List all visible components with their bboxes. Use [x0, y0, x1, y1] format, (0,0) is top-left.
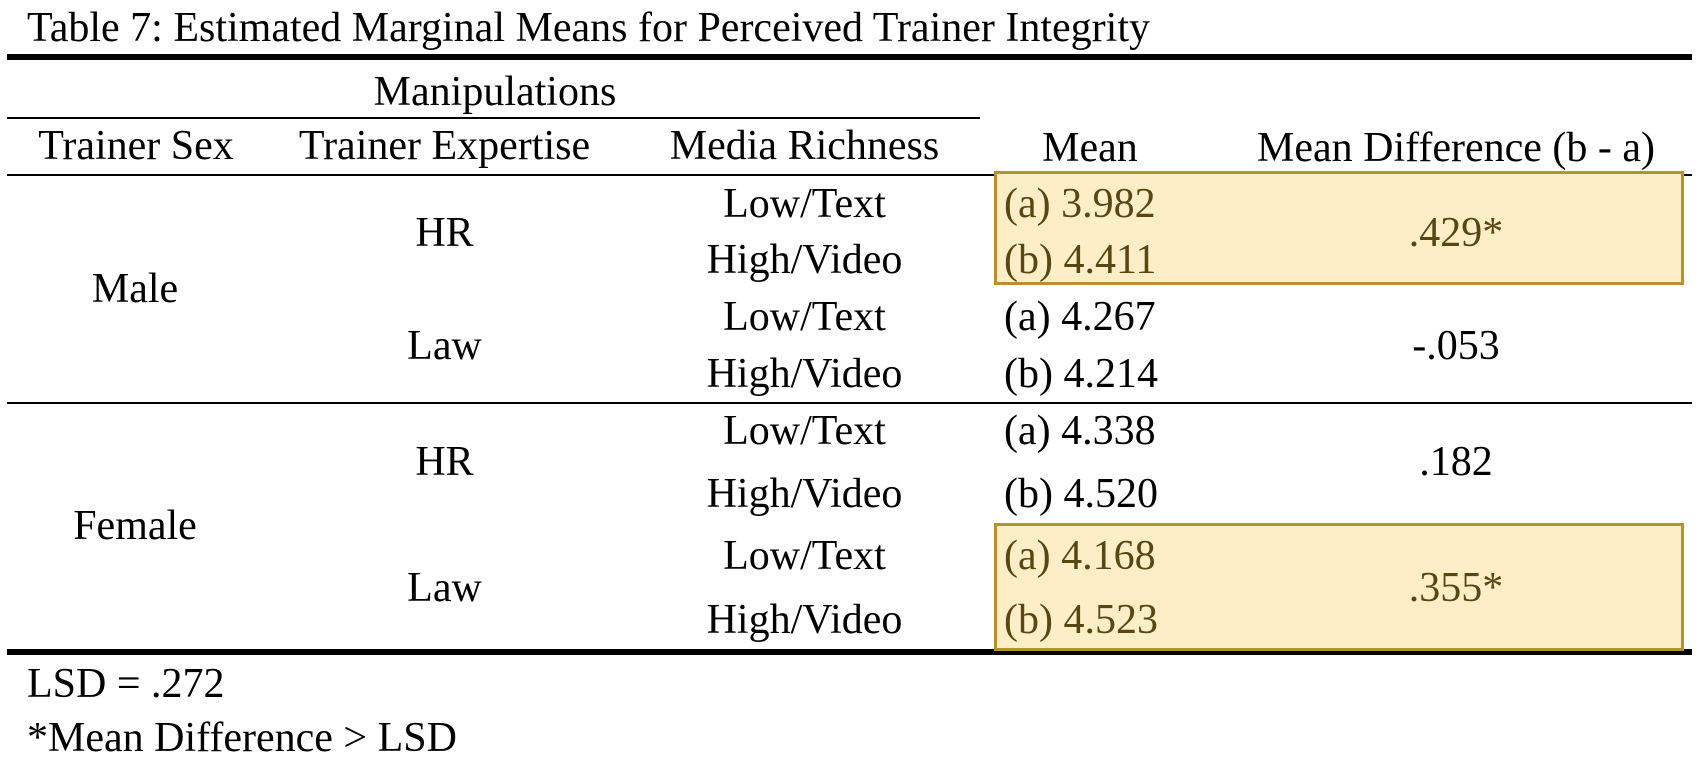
media-low-label: Low/Text [723, 408, 886, 454]
media-high-label: High/Video [706, 237, 903, 283]
trainer-sex-header: Trainer Sex [38, 123, 234, 169]
manipulations-header: Manipulations [373, 69, 617, 115]
mean-b-value: (b) 4.411 [1004, 237, 1157, 283]
trainer-expertise-header: Trainer Expertise [298, 123, 591, 169]
sex-label-male: Male [91, 266, 179, 312]
media-low-label: Low/Text [723, 294, 886, 340]
expertise-label: HR [415, 439, 474, 485]
significance-note: *Mean Difference > LSD [27, 715, 457, 761]
mean-a-value: (a) 4.267 [1004, 294, 1156, 340]
sex-label-female: Female [73, 503, 197, 549]
expertise-label: HR [415, 210, 474, 256]
mean-difference-value: .182 [1419, 439, 1493, 485]
media-richness-header: Media Richness [669, 123, 940, 169]
media-low-label: Low/Text [723, 181, 886, 227]
media-high-label: High/Video [706, 597, 903, 643]
mean-b-value: (b) 4.214 [1004, 351, 1158, 397]
manipulations-underline [7, 117, 980, 119]
media-high-label: High/Video [706, 471, 903, 517]
mean-b-value: (b) 4.523 [1004, 597, 1158, 643]
mean-header: Mean [1042, 125, 1138, 171]
table-title: Table 7: Estimated Marginal Means for Perceived Trainer Integrity [27, 5, 1150, 51]
mean-difference-header: Mean Difference (b - a) [1257, 125, 1655, 171]
mean-a-value: (a) 4.338 [1004, 408, 1156, 454]
group-separator-rule [7, 402, 1692, 404]
mean-b-value: (b) 4.520 [1004, 471, 1158, 517]
lsd-note: LSD = .272 [27, 661, 225, 707]
mean-difference-value: .429* [1408, 210, 1504, 256]
mean-difference-value: -.053 [1412, 323, 1500, 369]
media-high-label: High/Video [706, 351, 903, 397]
expertise-label: Law [407, 565, 482, 611]
mean-difference-value: .355* [1408, 565, 1504, 611]
mean-a-value: (a) 3.982 [1004, 181, 1156, 227]
media-low-label: Low/Text [723, 533, 886, 579]
top-thick-rule [7, 54, 1692, 60]
expertise-label: Law [407, 323, 482, 369]
mean-a-value: (a) 4.168 [1004, 533, 1156, 579]
